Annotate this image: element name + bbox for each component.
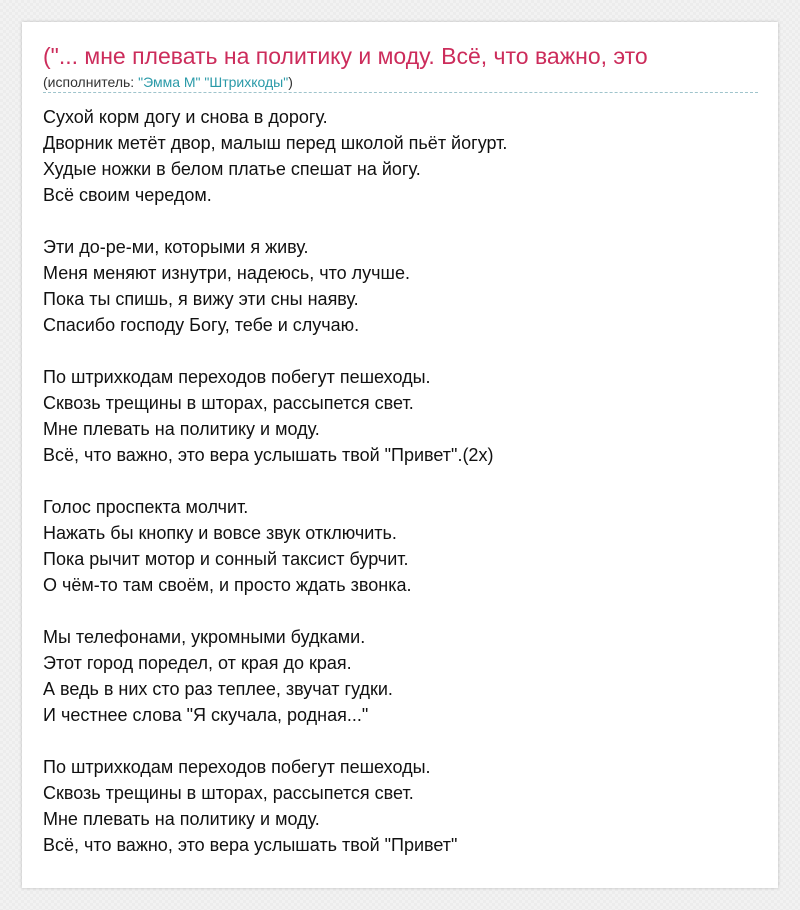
lyrics-card bbox=[22, 22, 778, 888]
lyric-line: А ведь в них сто раз теплее, звучат гудки. bbox=[43, 679, 393, 699]
stanza bbox=[43, 624, 758, 728]
lyric-line: Всё, что важно, это вера услышать твой "Привет" bbox=[43, 835, 458, 855]
lyric-line: Мы телефонами, укромными будками. bbox=[43, 627, 366, 647]
lyric-line: Спасибо господу Богу, тебе и случаю. bbox=[43, 315, 360, 335]
stanza bbox=[43, 754, 758, 858]
lyric-line: О чём-то там своём, и просто ждать звонка. bbox=[43, 575, 412, 595]
lyric-line: По штрихкодам переходов побегут пешеходы. bbox=[43, 757, 431, 777]
lyric-line: Меня меняют изнутри, надеюсь, что лучше. bbox=[43, 263, 410, 283]
lyric-line: Нажать бы кнопку и вовсе звук отключить. bbox=[43, 523, 397, 543]
lyric-line: Сквозь трещины в шторах, рассыпется свет. bbox=[43, 783, 414, 803]
song-link[interactable]: "Штрихкоды" bbox=[204, 74, 289, 90]
lyric-line: Эти до-ре-ми, которыми я живу. bbox=[43, 237, 309, 257]
lyric-line: Мне плевать на политику и моду. bbox=[43, 419, 320, 439]
lyric-line: Дворник метёт двор, малыш перед школой пьёт йогурт. bbox=[43, 133, 508, 153]
stanza bbox=[43, 364, 758, 468]
lyric-line: Сквозь трещины в шторах, рассыпется свет. bbox=[43, 393, 414, 413]
lyric-line: Пока ты спишь, я вижу эти сны наяву. bbox=[43, 289, 359, 309]
lyric-line: По штрихкодам переходов побегут пешеходы. bbox=[43, 367, 431, 387]
lyric-line: И честнее слова "Я скучала, родная..." bbox=[43, 705, 369, 725]
lyric-line: Всё, что важно, это вера услышать твой "Привет".(2x) bbox=[43, 445, 494, 465]
stanza bbox=[43, 494, 758, 598]
lyric-line: Пока рычит мотор и сонный таксист бурчит. bbox=[43, 549, 409, 569]
lyric-line: Всё своим чередом. bbox=[43, 185, 212, 205]
artist-link[interactable]: "Эмма М" bbox=[138, 74, 201, 90]
lyric-line: Сухой корм догу и снова в дорогу. bbox=[43, 107, 328, 127]
lyric-line: Худые ножки в белом платье спешат на йогу. bbox=[43, 159, 421, 179]
lyric-line: Этот город поредел, от края до края. bbox=[43, 653, 352, 673]
lyric-line: Мне плевать на политику и моду. bbox=[43, 809, 320, 829]
lyric-line: Голос проспекта молчит. bbox=[43, 497, 249, 517]
page-title: ("... мне плевать на политику и моду. Всё, что важно, это bbox=[43, 43, 648, 69]
lyrics-text bbox=[43, 104, 758, 884]
stanza bbox=[43, 234, 758, 338]
meta-suffix: ) bbox=[288, 74, 293, 90]
song-meta bbox=[43, 73, 293, 91]
meta-prefix: (исполнитель: bbox=[43, 74, 139, 90]
divider bbox=[43, 92, 758, 93]
stanza bbox=[43, 104, 758, 208]
